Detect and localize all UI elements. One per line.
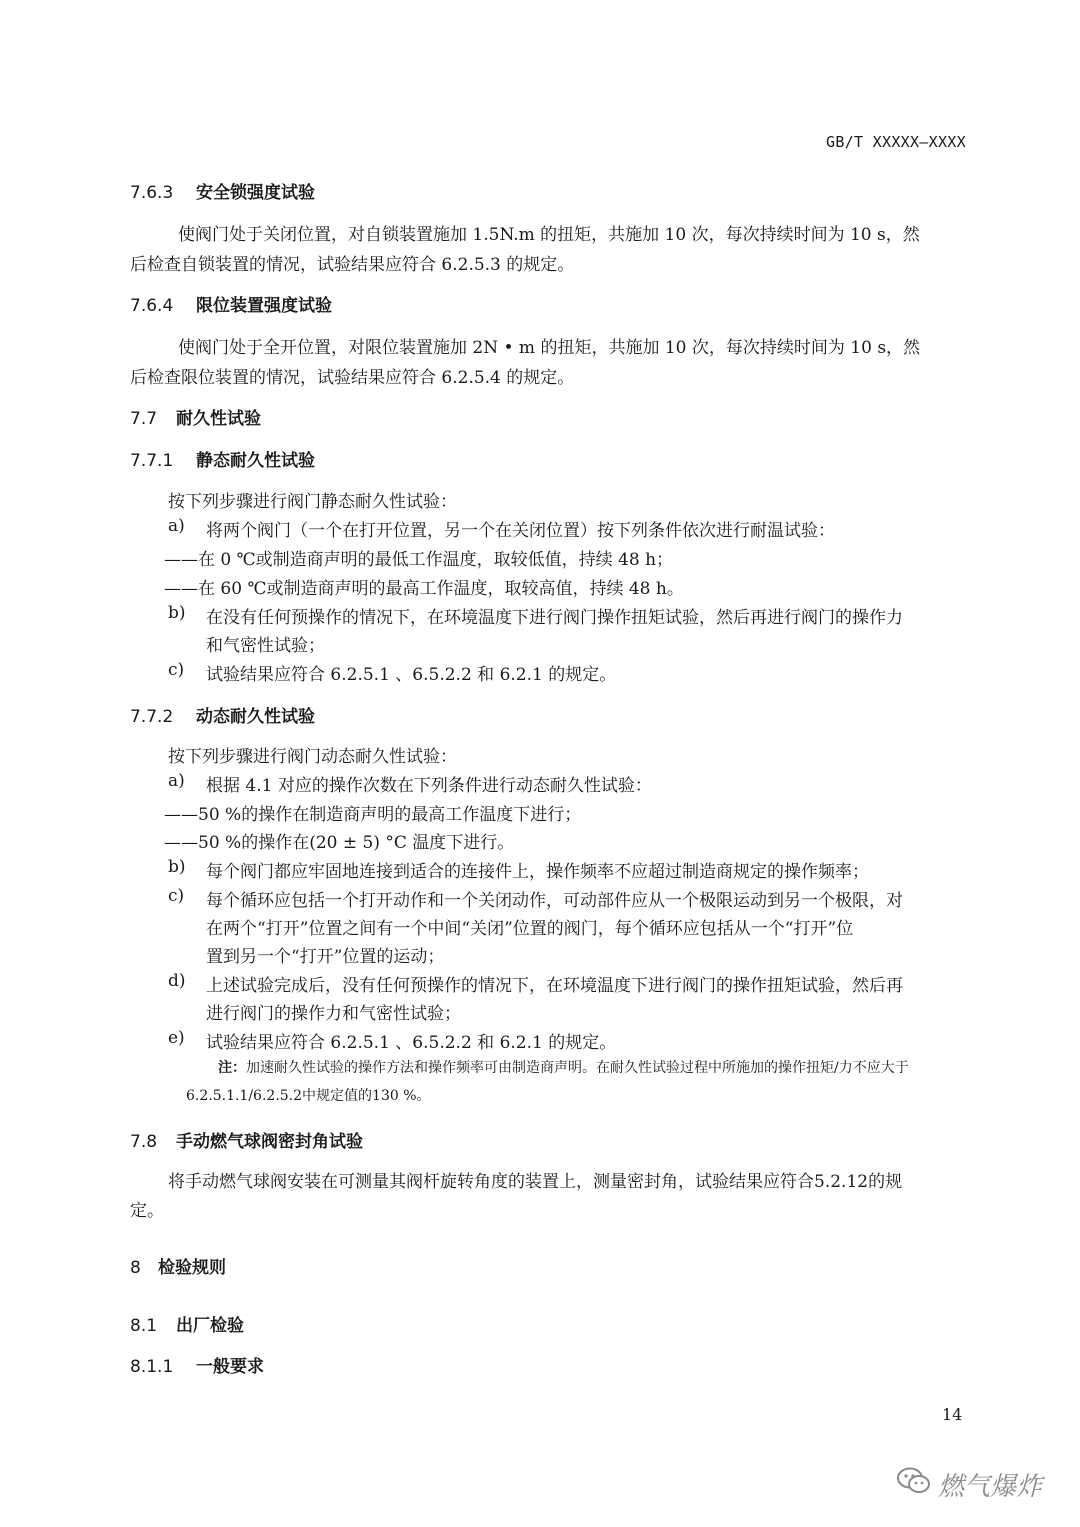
heading-number: 7.6.3: [130, 183, 174, 203]
list-text: 在两个“打开”位置之间有一个中间“关闭”位置的阀门，每个循环应包括从一个“打开”位: [206, 919, 854, 939]
heading-number: 7.7.2: [130, 707, 174, 727]
heading-8: [130, 1253, 226, 1278]
heading-8-1-1: [130, 1352, 264, 1377]
dash-item: ——50 %的操作在(20 ± 5) °C 温度下进行。: [164, 833, 515, 853]
list-label: c): [168, 660, 185, 680]
list-text: 置到另一个“打开”位置的运动；: [206, 947, 445, 967]
list-text: 试验结果应符合 6.2.5.1 、6.5.2.2 和 6.2.1 的规定。: [206, 1033, 617, 1053]
list-label: c): [168, 886, 185, 906]
paragraph-line: 按下列步骤进行阀门静态耐久性试验：: [168, 492, 457, 512]
list-text: 试验结果应符合 6.2.5.1 、6.5.2.2 和 6.2.1 的规定。: [206, 665, 617, 685]
list-text: 每个阀门都应牢固地连接到适合的连接件上，操作频率不应超过制造商规定的操作频率；: [206, 862, 869, 882]
list-text: 和气密性试验；: [206, 636, 325, 656]
list-text: 根据 4.1 对应的操作次数在下列条件进行动态耐久性试验：: [206, 776, 652, 796]
heading-number: 8.1.1: [130, 1357, 174, 1377]
wechat-icon: [896, 1466, 932, 1503]
standard-code: GB/T XXXXX—XXXX: [826, 133, 966, 151]
dash-item: ——50 %的操作在制造商声明的最高工作温度下进行；: [164, 805, 582, 825]
heading-title: 手动燃气球阀密封角试验: [176, 1132, 363, 1152]
dash-item: ——在 60 ℃或制造商声明的最高工作温度，取较高值，持续 48 h。: [164, 579, 684, 599]
heading-8-1: [130, 1311, 244, 1336]
heading-number: 8: [130, 1258, 141, 1278]
note: [218, 1057, 909, 1077]
heading-title: 安全锁强度试验: [196, 183, 315, 203]
watermark-text: 燃气爆炸: [938, 1472, 1043, 1502]
paragraph-line: 后检查限位装置的情况，试验结果应符合 6.2.5.4 的规定。: [130, 368, 575, 388]
heading-title: 出厂检验: [176, 1316, 244, 1336]
heading-number: 7.8: [130, 1132, 158, 1152]
list-text: 每个循环应包括一个打开动作和一个关闭动作，可动部件应从一个极限运动到另一个极限，对: [206, 891, 903, 911]
list-text: 进行阀门的操作力和气密性试验；: [206, 1004, 461, 1024]
heading-7-6-3: [130, 178, 315, 203]
heading-7-6-4: [130, 291, 332, 316]
note-label: 注：: [218, 1060, 246, 1076]
page-number: 14: [942, 1405, 963, 1424]
heading-number: 7.6.4: [130, 296, 174, 316]
heading-7-7: [130, 404, 261, 429]
note-text: 6.2.5.1.1/6.2.5.2中规定值的130 %。: [186, 1088, 431, 1104]
heading-number: 8.1: [130, 1316, 158, 1336]
heading-number: 7.7: [130, 409, 158, 429]
list-label: a): [168, 516, 185, 536]
paragraph-line: 定。: [130, 1201, 164, 1221]
list-label: b): [168, 857, 186, 877]
paragraph-line: 后检查自锁装置的情况，试验结果应符合 6.2.5.3 的规定。: [130, 255, 575, 275]
paragraph-line: 将手动燃气球阀安装在可测量其阀杆旋转角度的装置上，测量密封角，试验结果应符合5.2.12的规: [168, 1172, 903, 1192]
heading-number: 7.7.1: [130, 451, 174, 471]
list-text: 上述试验完成后，没有任何预操作的情况下，在环境温度下进行阀门的操作扭矩试验，然后再: [206, 976, 903, 996]
heading-title: 一般要求: [196, 1357, 264, 1377]
heading-7-7-1: [130, 446, 315, 471]
heading-7-8: [130, 1127, 363, 1152]
heading-title: 动态耐久性试验: [196, 707, 315, 727]
heading-title: 耐久性试验: [176, 409, 261, 429]
heading-title: 静态耐久性试验: [196, 451, 315, 471]
heading-7-7-2: [130, 702, 315, 727]
watermark: [896, 1466, 1042, 1503]
heading-title: 检验规则: [158, 1258, 226, 1278]
list-text: 在没有任何预操作的情况下，在环境温度下进行阀门操作扭矩试验，然后再进行阀门的操作力: [206, 608, 903, 628]
paragraph-line: 使阀门处于全开位置，对限位装置施加 2N • m 的扭矩，共施加 10 次，每次持续时间为 10 s，然: [178, 338, 921, 358]
list-label: a): [168, 771, 185, 791]
heading-title: 限位装置强度试验: [196, 296, 332, 316]
paragraph-line: 按下列步骤进行阀门动态耐久性试验：: [168, 747, 457, 767]
list-label: e): [168, 1028, 185, 1048]
list-label: b): [168, 603, 186, 623]
list-label: d): [168, 971, 186, 991]
dash-item: ——在 0 ℃或制造商声明的最低工作温度，取较低值，持续 48 h；: [164, 550, 674, 570]
note-text: 加速耐久性试验的操作方法和操作频率可由制造商声明。在耐久性试验过程中所施加的操作扭矩/力不应大于: [246, 1060, 909, 1076]
paragraph-line: 使阀门处于关闭位置，对自锁装置施加 1.5N.m 的扭矩，共施加 10 次，每次持续时间为 10 s，然: [178, 225, 920, 245]
list-text: 将两个阀门（一个在打开位置，另一个在关闭位置）按下列条件依次进行耐温试验：: [206, 521, 835, 541]
